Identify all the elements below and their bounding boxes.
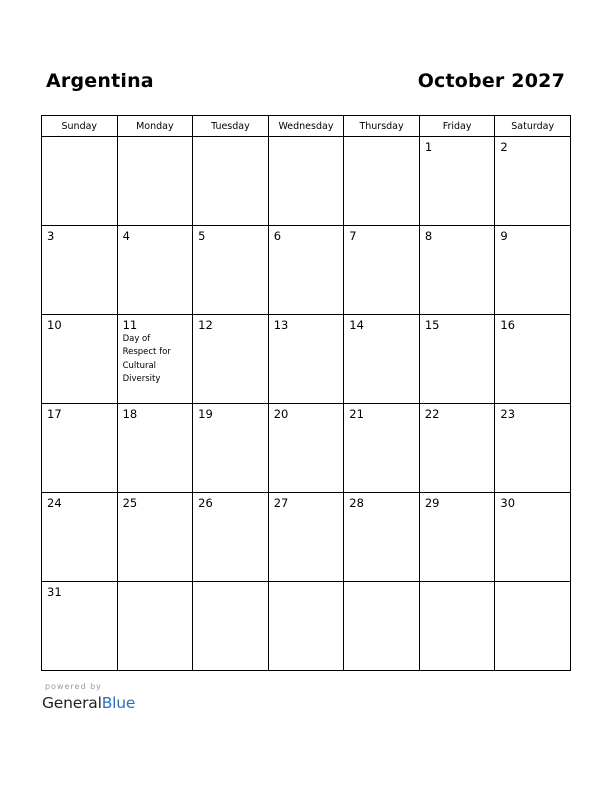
day-number: 27 [273, 496, 289, 510]
day-number [344, 137, 419, 141]
day-number: 20 [273, 407, 289, 421]
day-number [344, 582, 419, 586]
calendar-grid [41, 115, 571, 671]
day-cell [42, 582, 118, 671]
day-number: 29 [424, 496, 440, 510]
day-number: 30 [500, 496, 516, 510]
day-number: 15 [424, 318, 440, 332]
day-cell [344, 404, 420, 493]
weekday-header: Thursday [344, 116, 420, 137]
day-number: 24 [47, 496, 62, 510]
empty-day-cell [268, 137, 344, 226]
day-cell [268, 404, 344, 493]
week-row [42, 582, 571, 671]
day-cell [42, 315, 118, 404]
holiday-label: Day of Respect for Cultural Diversity [122, 334, 171, 384]
day-cell [268, 226, 344, 315]
day-number: 18 [122, 407, 138, 421]
week-row [42, 315, 571, 404]
day-cell [193, 226, 269, 315]
empty-day-cell [419, 582, 495, 671]
day-number: 17 [47, 407, 62, 421]
empty-day-cell [193, 137, 269, 226]
day-cell [344, 315, 420, 404]
day-cell [117, 493, 193, 582]
day-number: 9 [500, 229, 508, 243]
day-cell [117, 404, 193, 493]
day-cell [495, 315, 571, 404]
empty-day-cell [193, 582, 269, 671]
day-number: 1 [424, 140, 433, 154]
day-cell [419, 404, 495, 493]
day-cell [344, 226, 420, 315]
day-number: 25 [122, 496, 138, 510]
day-number: 3 [47, 229, 55, 243]
day-cell [419, 137, 495, 226]
day-number: 8 [424, 229, 433, 243]
day-cell [42, 404, 118, 493]
day-number: 7 [349, 229, 357, 243]
country-title: Argentina [46, 70, 154, 92]
weekday-header: Tuesday [193, 116, 269, 137]
day-number: 12 [198, 318, 213, 332]
day-cell [42, 226, 118, 315]
day-number: 16 [500, 318, 516, 332]
empty-day-cell [495, 582, 571, 671]
month-title: October 2027 [417, 70, 565, 92]
day-number: 19 [198, 407, 213, 421]
day-number: 21 [349, 407, 364, 421]
day-number [269, 137, 344, 141]
weekday-header: Sunday [42, 116, 118, 137]
day-number [42, 137, 117, 141]
day-cell [117, 315, 193, 404]
week-row [42, 226, 571, 315]
day-number: 14 [349, 318, 364, 332]
weekday-header: Friday [419, 116, 495, 137]
week-row [42, 404, 571, 493]
day-number [495, 582, 570, 586]
day-number [193, 582, 268, 586]
day-cell [495, 137, 571, 226]
calendar-body [42, 137, 571, 671]
empty-day-cell [344, 137, 420, 226]
weekday-header-row [42, 116, 571, 137]
day-cell [495, 493, 571, 582]
day-cell [495, 226, 571, 315]
week-row [42, 137, 571, 226]
day-number: 13 [273, 318, 289, 332]
day-number: 10 [47, 318, 62, 332]
day-number: 2 [500, 140, 508, 154]
empty-day-cell [42, 137, 118, 226]
day-number: 28 [349, 496, 364, 510]
day-number: 22 [424, 407, 440, 421]
day-cell [193, 404, 269, 493]
weekday-header: Monday [117, 116, 193, 137]
day-cell [268, 315, 344, 404]
weekday-header: Saturday [495, 116, 571, 137]
day-cell [117, 226, 193, 315]
brand-logo [42, 694, 135, 712]
empty-day-cell [117, 137, 193, 226]
day-cell [344, 493, 420, 582]
powered-by-label: powered by [45, 682, 102, 691]
day-cell [495, 404, 571, 493]
brand-general: General [42, 694, 102, 712]
day-cell [42, 493, 118, 582]
day-cell [268, 493, 344, 582]
empty-day-cell [117, 582, 193, 671]
day-cell [419, 315, 495, 404]
empty-day-cell [344, 582, 420, 671]
brand-blue: Blue [101, 694, 136, 712]
day-number: 26 [198, 496, 213, 510]
week-row [42, 493, 571, 582]
day-number [420, 582, 495, 586]
day-number: 23 [500, 407, 516, 421]
day-number: 4 [122, 229, 130, 243]
day-cell [419, 493, 495, 582]
day-number [269, 582, 344, 586]
day-number: 11 [122, 318, 138, 332]
weekday-header: Wednesday [268, 116, 344, 137]
day-number: 6 [273, 229, 282, 243]
day-number: 31 [47, 585, 62, 599]
day-cell [419, 226, 495, 315]
day-number [118, 582, 193, 586]
day-cell [193, 493, 269, 582]
day-number [118, 137, 193, 141]
day-number: 5 [198, 229, 206, 243]
day-number [193, 137, 268, 141]
empty-day-cell [268, 582, 344, 671]
day-cell [193, 315, 269, 404]
